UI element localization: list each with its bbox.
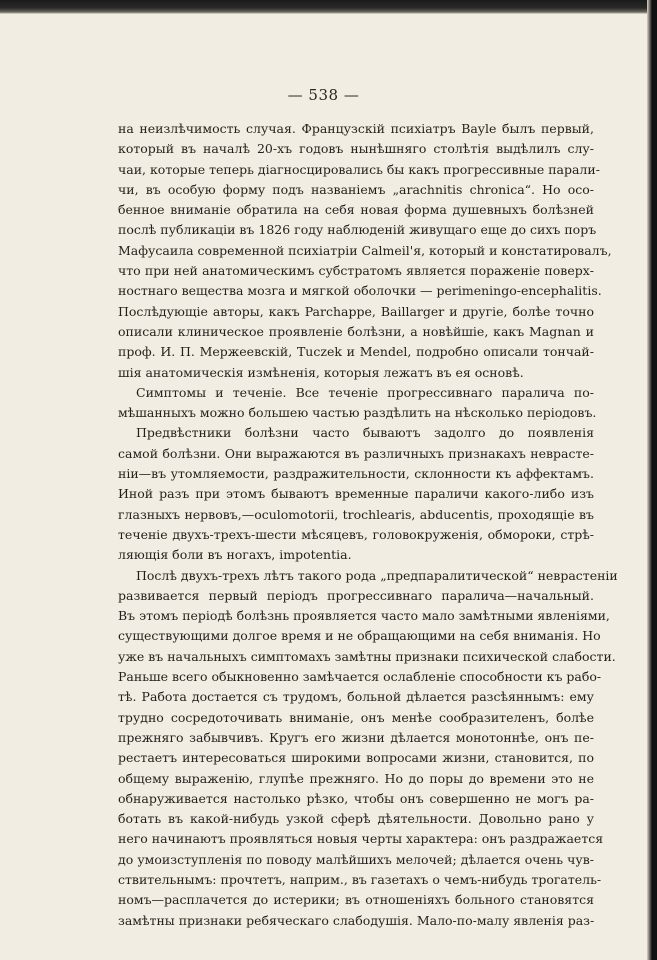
text-line: Симптомы и теченіе. Все теченіе прогрессивнаго паралича по- [136,384,594,400]
text-line: Раньше всего обыкновенно замѣчается ослабленіе способности къ рабо- [118,669,602,685]
text-line: замѣтны признаки ребяческаго слабодушія. Мало-по-малу явленія раз- [118,912,595,928]
text-line: Въ этомъ періодѣ болѣзнь проявляется часто мало замѣтными явленіями, [118,608,610,624]
text-line: тѣ. Работа достается съ трудомъ, больной дѣлается разсѣяннымъ: ему [118,689,594,705]
text-line: Послѣ двухъ-трехъ лѣтъ такого рода „предпаралитической“ неврастеніи [136,567,618,583]
text-line: послѣ публикаціи въ 1826 году наблюденій живущаго еще до сихъ поръ [118,222,597,238]
text-line: проф. И. П. Мержеевскій, Tuczek и Mendel, подробно описали тончай- [118,344,594,360]
text-line: рестаетъ интересоваться широкими вопросами жизни, становится, по [118,750,594,766]
page-number: — 538 — [287,86,360,104]
body-text [118,119,618,931]
text-line: существующими долгое время и не обращающими на себя вниманія. Но [118,628,601,644]
text-line: бенное вниманіе обратила на себя новая форма душевныхъ болѣзней [118,202,594,218]
scan-border-top [0,0,657,14]
text-line: чаи, которые теперь діагносцировались бы какъ прогрессивные парали- [118,161,600,177]
text-line: теченіе двухъ-трехъ-шести мѣсяцевъ, головокруженія, обмороки, стрѣ- [118,526,594,542]
text-line: что при ней анатомическимъ субстратомъ является пораженіе поверх- [118,263,594,279]
text-line: трудно сосредоточивать вниманіе, онъ менѣе сообразителенъ, болѣе [118,709,594,725]
text-line: Предвѣстники болѣзни часто бываютъ задолго до появленія [136,425,594,441]
scan-border-right [647,0,657,960]
text-line: уже въ начальныхъ симптомахъ замѣтны признаки психической слабости. [118,648,616,664]
text-line: номъ—расплачется до истерики; въ отношеніяхъ больного становятся [118,892,594,908]
text-line: до умоизступленія по поводу малѣйшихъ мелочей; дѣлается очень чув- [118,851,594,867]
text-line: Мафусаила современной психіатріи Calmeil'я, который и констатировалъ, [118,242,612,258]
text-line: развивается первый періодъ прогрессивнаго паралича—начальный. [118,587,594,603]
text-line: чи, въ особую форму подъ названіемъ „arachnitis chronica“. Но осо- [118,181,594,197]
text-line: общему выраженію, глупѣе прежняго. Но до поры до времени это не [118,770,594,786]
text-line: него начинаютъ проявляться новыя черты характера: онъ раздражается [118,831,604,847]
text-line: глазныхъ нервовъ,—oculomotorii, trochlearis, abducentis, проходящіе въ [118,506,594,522]
text-line: ляющія боли въ ногахъ, impotentia. [118,547,352,563]
text-line: самой болѣзни. Они выражаются въ различныхъ признакахъ неврасте- [118,445,594,461]
book-page [0,14,647,960]
text-line: обнаруживается настолько рѣзко, чтобы онъ совершенно не могъ ра- [118,790,594,806]
text-line: мѣшанныхъ можно большею частью раздѣлить на нѣсколько періодовъ. [118,405,597,421]
text-line: ностнаго вещества мозга и мягкой оболочки — perimeningo-encephalitis. [118,283,602,299]
text-line: ніи—въ утомляемости, раздражительности, склонности къ аффектамъ. [118,466,594,482]
text-line: на неизлѣчимость случая. Французскій психіатръ Bayle былъ первый, [118,121,594,136]
text-line: Послѣдующіе авторы, какъ Parchappe, Baillarger и другіе, болѣе точно [118,303,594,319]
text-line: ствительнымъ: прочтетъ, наприм., въ газетахъ о чемъ-нибудь трогатель- [118,871,602,887]
text-line: прежняго забывчивъ. Кругъ его жизни дѣлается монотоннѣе, онъ пе- [118,729,594,745]
text-line: ботать въ какой-нибудь узкой сферѣ дѣятельности. Довольно рано у [118,811,594,827]
text-line: Иной разъ при этомъ бываютъ временные параличи какого-либо изъ [118,486,594,502]
text-line: который въ началѣ 20-хъ годовъ нынѣшняго столѣтія выдѣлилъ слу- [118,141,594,157]
text-line: шія анатомическія измѣненія, которыя лежатъ въ ея основѣ. [118,364,524,380]
text-line: описали клиническое проявленіе болѣзни, а новѣйшіе, какъ Magnan и [118,323,594,339]
